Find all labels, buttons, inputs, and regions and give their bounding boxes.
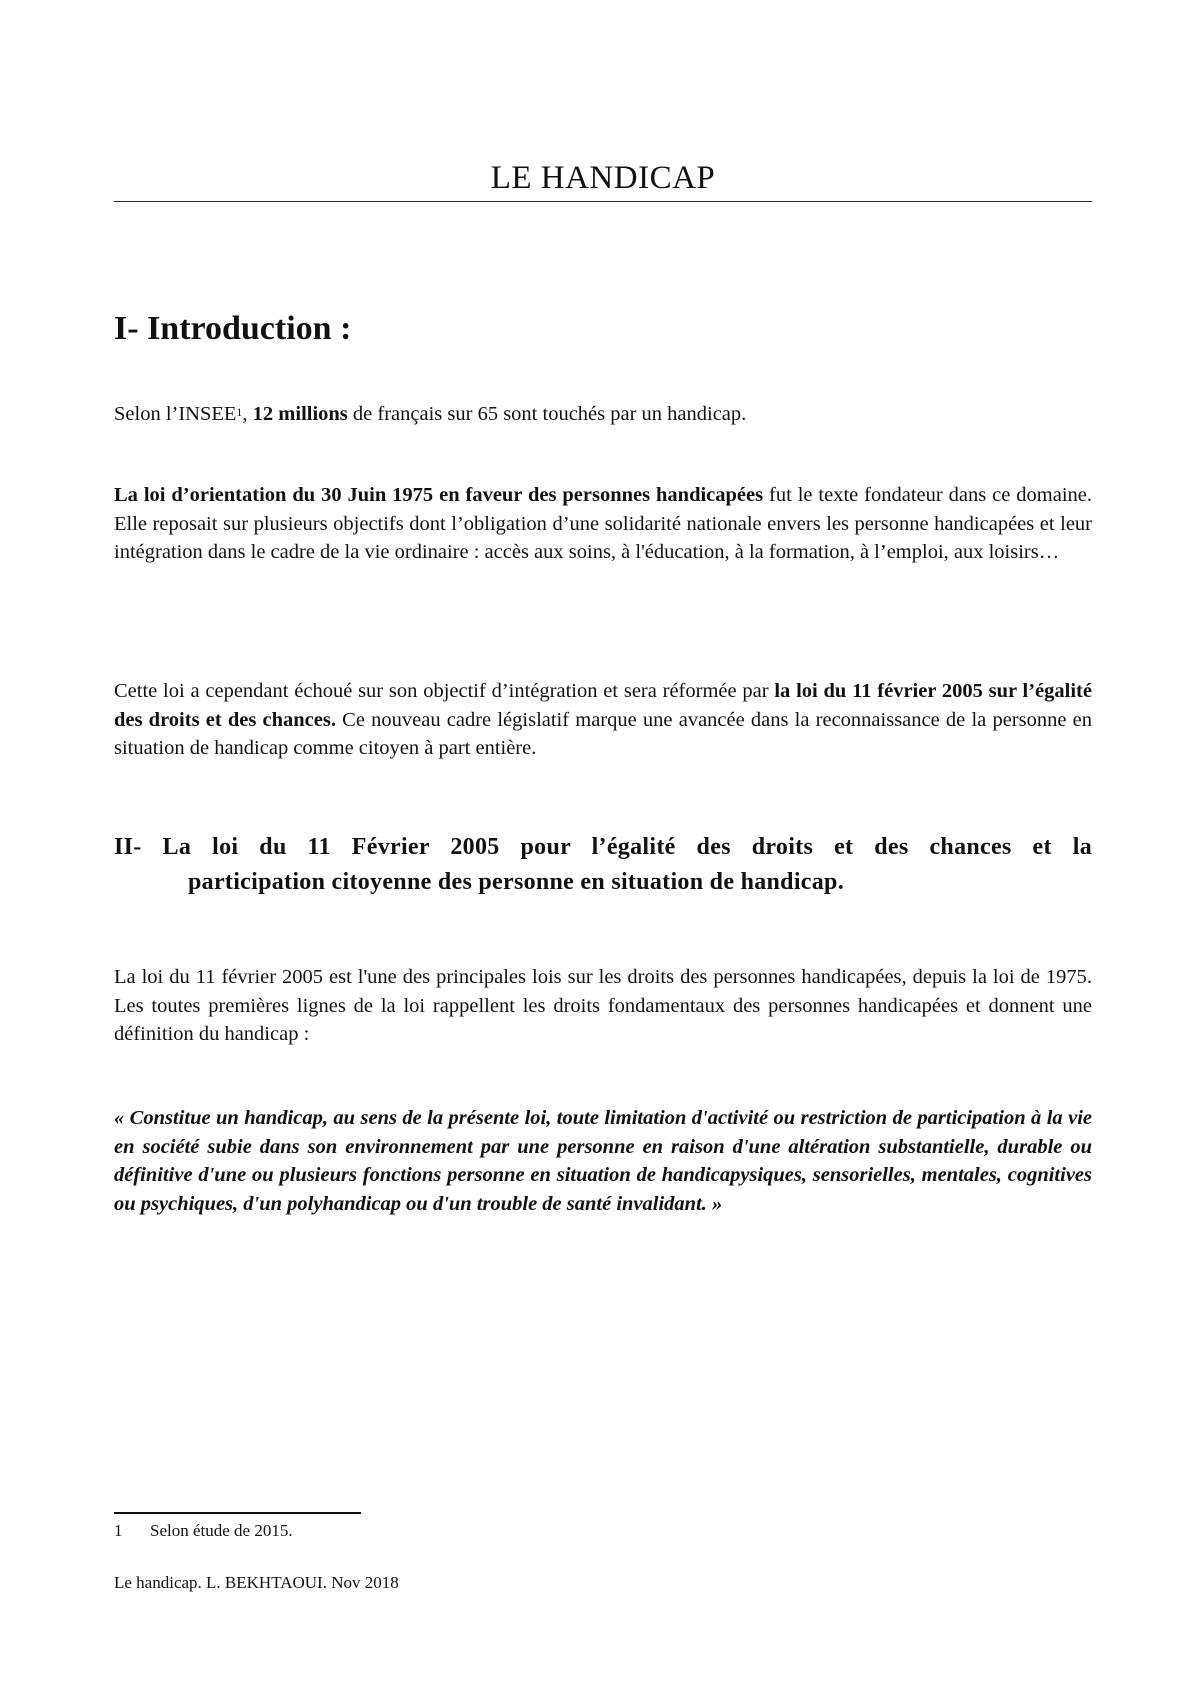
text: Selon l’INSEE [114, 403, 237, 425]
footnote [114, 1519, 293, 1543]
footnote-reference[interactable]: 1 [236, 405, 243, 419]
section-heading-introduction: I- Introduction : [114, 310, 352, 347]
text: fut le texte fondateur dans ce domaine. Elle reposait sur plusieurs objectifs dont l’obligation d’une solidarité nationale envers les personne handicapées et leur intégration dans le cadre de la vie ordinaire : accès aux soins, à l'éducation, à la formation, à l’emploi, aux loisirs… [114, 484, 1092, 563]
text: , [242, 403, 253, 425]
law-quote: « Constitue un handicap, au sens de la présente loi, toute limitation d'activité ou restriction de participation à la vie en société subie dans son environnement par une personne en raison d'une altération substantielle, durable ou définitive d'une ou plusieurs fonctions personne en situation de handicapysiques, sensorielles, mentales, cognitives ou psychiques, d'un polyhandicap ou d'un trouble de santé invalidant. » [114, 1107, 1092, 1215]
heading-line-2: participation citoyenne des personne en situation de handicap. [188, 869, 844, 895]
intro-paragraph-loi-2005 [114, 677, 1092, 763]
emphasis: 12 millions [252, 403, 348, 425]
text: de français sur 65 sont touchés par un handicap. [347, 403, 747, 425]
title-underline [114, 201, 1092, 202]
emphasis: la loi du 11 février 2005 sur l’égalité des droits et des chances. [114, 680, 1092, 731]
document-title: LE HANDICAP [490, 160, 716, 196]
emphasis: La loi d’orientation du 30 Juin 1975 en faveur des personnes handicapées [114, 484, 764, 506]
page-footer: Le handicap. L. BEKHTAOUI. Nov 2018 [114, 1573, 399, 1592]
section-heading-loi-2005 [114, 830, 1092, 900]
heading-line-1: II- La loi du 11 Février 2005 pour l’égalité des droits et des chances et la [114, 834, 1092, 860]
footnote-text: Selon étude de 2015. [150, 1521, 293, 1540]
intro-paragraph-loi-1975 [114, 481, 1092, 567]
section2-paragraph: La loi du 11 février 2005 est l'une des principales lois sur les droits des personnes handicapées, depuis la loi de 1975. Les toutes premières lignes de la loi rappellent les droits fondamentaux des personnes handicapées et donnent une définition du handicap : [114, 966, 1092, 1045]
text: Cette loi a cependant échoué sur son objectif d’intégration et sera réformée par [114, 680, 775, 702]
footnote-number: 1 [114, 1521, 123, 1540]
intro-paragraph-insee [114, 400, 1092, 429]
text: Ce nouveau cadre législatif marque une avancée dans la reconnaissance de la personne en situation de handicap comme citoyen à part entière. [114, 708, 1092, 759]
footnote-separator [114, 1512, 361, 1514]
